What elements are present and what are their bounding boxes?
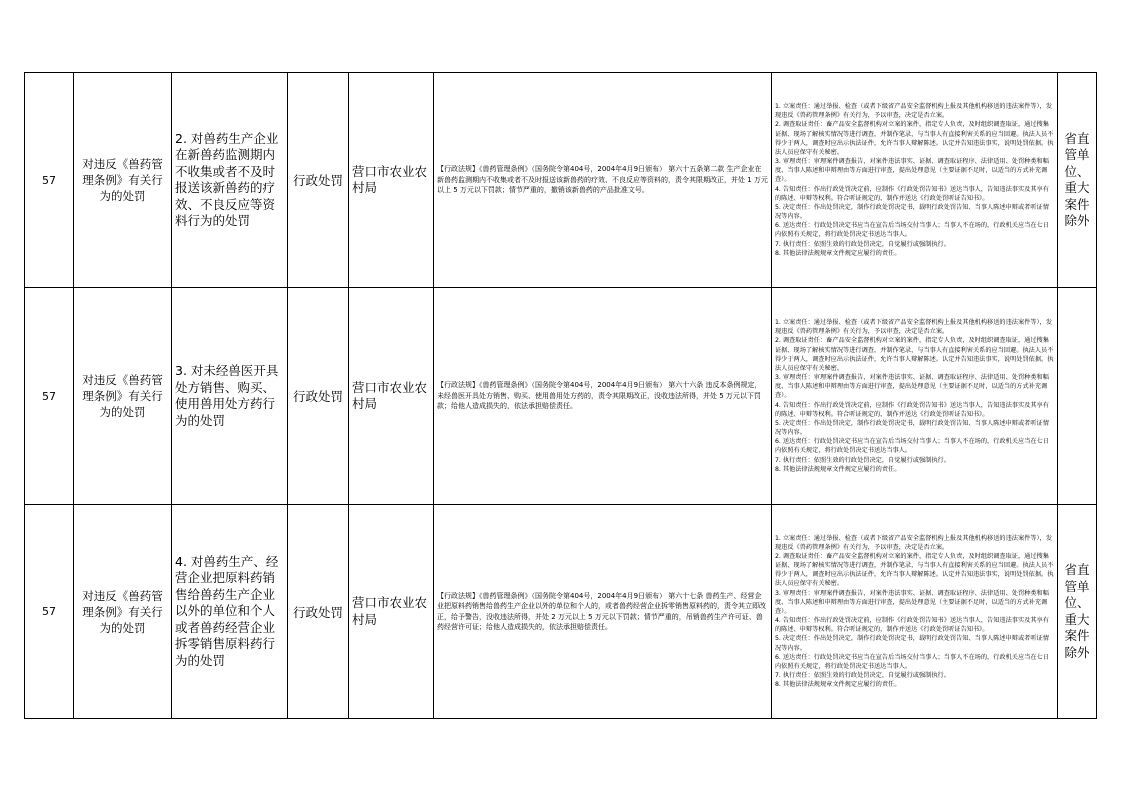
responsibility-item: 2. 调查取证责任：畜产品安全监督机构对立案的案件，指定专人负责，及时组织调查取证，通过搜集证据、现场了解核实情况等进行调查，并制作笔录，与当事人有直接利害关系的应当回避。执法人员不得少于两人，调查时应出示执法证件，允许当事人辩解陈述。认定并告知违法事实，说明处罚依据。执法人员应保守有关秘密。: [775, 121, 1054, 156]
responsibility-item: 2. 调查取证责任：畜产品安全监督机构对立案的案件，指定专人负责，及时组织调查取证，通过搜集证据、现场了解核实情况等进行调查，并制作笔录，与当事人有直接利害关系的应当回避。执法人员不得少于两人，调查时应出示执法证件，允许当事人辩解陈述。认定并告知违法事实，说明处罚依据。执法人员应保守有关秘密。: [775, 552, 1054, 588]
responsibility-item: 3. 审理责任：审理案件调查报告，对案件违法事实、证据、调查取证程序、法律适用、处罚种类和幅度、当事人陈述和申辩理由等方面进行审查，提出处理意见（主要证据不足时，以适当的方式补充调查）。: [775, 374, 1049, 400]
item-number-cell: 57: [25, 73, 74, 288]
remark-cell: 省直管单位、重大案件除外: [1058, 505, 1097, 719]
responsibility-cell: [772, 505, 1058, 719]
responsibility-item: 1. 立案责任：通过举报、检查（或者下级省产品安全监督机构上报及其他机构移送的违法案件等），发现违反《兽药管理条例》有关行为，予以审查，决定是否立案。: [775, 319, 1053, 336]
responsibility-item: 4. 告知责任：作出行政处罚决定前，应制作《行政处罚告知书》送达当事人，告知违法事实及其享有的陈述、申辩等权利。符合听证规定的，制作并送达《行政处罚听证告知书》。: [775, 401, 1049, 418]
sub-item-cell: 3. 对未经兽医开具处方销售、购买、使用兽用处方药行为的处罚: [172, 288, 288, 505]
sub-item-cell: 2. 对兽药生产企业在新兽药监测期内不收集或者不及时报送该新兽药的疗效、不良反应等资料行为的处罚: [172, 73, 288, 288]
remark-cell: 省直管单位、重大案件除外: [1058, 73, 1097, 288]
responsibility-item: 1. 立案责任：通过举报、检查（或者下级省产品安全监督机构上报及其他机构移送的违法案件等），发现违反《兽药管理条例》有关行为，予以审查，决定是否立案。: [775, 534, 1053, 551]
responsibility-item: 4. 告知责任：作出行政处罚决定前，应制作《行政处罚告知书》送达当事人，告知违法事实及其享有的陈述、申辩等权利。符合听证规定的，制作并送达《行政处罚听证告知书》。: [775, 617, 1049, 634]
item-name-cell: 对违反《兽药管理条例》有关行为的处罚: [74, 505, 172, 719]
responsibility-cell: [772, 73, 1058, 288]
department-cell: 营口市农业农村局: [349, 505, 434, 719]
responsibility-item: 6. 送达责任：行政处罚决定书应当在宣告后当场交付当事人；当事人不在场的，行政机关应当在七日内依照有关规定，将行政处罚决定书送达当事人。: [775, 438, 1049, 455]
legal-basis-cell: 【行政法规】《兽药管理条例》（国务院令第404号，2004年4月9日颁布） 第六十五条第二款 生产企业在新兽药监测期内不收集或者不及时报送该新兽药的疗效、不良反应等资料的，责令其限期改正，并处 1 万元以上 5 万元以下罚款；情节严重的，撤销该新兽药的产品批准文号。: [434, 73, 772, 288]
item-number-cell: 57: [25, 288, 74, 505]
responsibility-item: 4. 告知责任：作出行政处罚决定前，应制作《行政处罚告知书》送达当事人，告知违法事实及其享有的陈述、申辩等权利。符合听证规定的，制作并送达《行政处罚听证告知书》。: [775, 185, 1049, 202]
responsibility-item: 7. 执行责任：依照生效的行政处罚决定，自觉履行或强制执行。: [775, 456, 950, 464]
power-type-cell: 行政处罚: [288, 73, 349, 288]
department-cell: 营口市农业农村局: [349, 288, 434, 505]
responsibility-item: 1. 立案责任：通过举报、检查（或者下级省产品安全监督机构上报及其他机构移送的违法案件等），发现违反《兽药管理条例》有关行为，予以审查，决定是否立案。: [775, 103, 1053, 120]
responsibility-item: 5. 决定责任：作出处罚决定，制作行政处罚决定书，载明行政处罚告知、当事人陈述申辩或者听证情况等内容。: [775, 203, 1049, 221]
responsibility-item: 6. 送达责任：行政处罚决定书应当在宣告后当场交付当事人；当事人不在场的，行政机关应当在七日内依照有关规定，将行政处罚决定书送达当事人。: [775, 222, 1049, 239]
responsibility-item: 8. 其他法律法规规章文件规定应履行的责任。: [775, 681, 901, 689]
power-list-table: [24, 72, 1097, 719]
responsibility-item: 5. 决定责任：作出处罚决定，制作行政处罚决定书，载明行政处罚告知、当事人陈述申辩或者听证情况等内容。: [775, 419, 1049, 437]
responsibility-item: 8. 其他法律法规规章文件规定应履行的责任。: [775, 465, 901, 473]
item-number-cell: 57: [25, 505, 74, 719]
power-type-cell: 行政处罚: [288, 288, 349, 505]
responsibility-item: 5. 决定责任：作出处罚决定，制作行政处罚决定书，载明行政处罚告知、当事人陈述申辩或者听证情况等内容。: [775, 635, 1049, 652]
legal-basis-cell: 【行政法规】《兽药管理条例》（国务院令第404号，2004年4月9日颁布） 第六十六条 违反本条例规定，未经兽医开具处方销售、购买、使用兽用处方药的，责令其限期改正，没收违法所得，并处 5 万元以下罚款；给他人造成损失的，依法承担赔偿责任。: [434, 288, 772, 505]
power-type-cell: 行政处罚: [288, 505, 349, 719]
responsibility-item: 2. 调查取证责任：畜产品安全监督机构对立案的案件，指定专人负责，及时组织调查取证，通过搜集证据、现场了解核实情况等进行调查，并制作笔录，与当事人有直接利害关系的应当回避。执法人员不得少于两人，调查时应出示执法证件，允许当事人辩解陈述。认定并告知违法事实，说明处罚依据。执法人员应保守有关秘密。: [775, 337, 1054, 372]
table-row: [25, 505, 1097, 719]
responsibility-item: 3. 审理责任：审理案件调查报告，对案件违法事实、证据、调查取证程序、法律适用、处罚种类和幅度、当事人陈述和申辩理由等方面进行审查，提出处理意见（主要证据不足时，以适当的方式补充调查）。: [775, 589, 1049, 615]
table-row: [25, 73, 1097, 288]
responsibility-item: 7. 执行责任：依照生效的行政处罚决定，自觉履行或强制执行。: [775, 240, 950, 248]
responsibility-item: 3. 审理责任：审理案件调查报告，对案件违法事实、证据、调查取证程序、法律适用、处罚种类和幅度、当事人陈述和申辩理由等方面进行审查，提出处理意见（主要证据不足时，以适当的方式补充调查）。: [775, 158, 1049, 184]
item-name-cell: 对违反《兽药管理条例》有关行为的处罚: [74, 288, 172, 505]
responsibility-cell: [772, 288, 1058, 505]
department-cell: 营口市农业农村局: [349, 73, 434, 288]
responsibility-item: 6. 送达责任：行政处罚决定书应当在宣告后当场交付当事人；当事人不在场的，行政机关应当在七日内依照有关规定，将行政处罚决定书送达当事人。: [775, 653, 1049, 670]
sub-item-cell: 4. 对兽药生产、经营企业把原料药销售给兽药生产企业以外的单位和个人或者兽药经营企业拆零销售原料药行为的处罚: [172, 505, 288, 719]
responsibility-item: 7. 执行责任：依照生效的行政处罚决定，自觉履行或强制执行。: [775, 672, 950, 680]
responsibility-item: 8. 其他法律法规规章文件规定应履行的责任。: [775, 249, 901, 257]
legal-basis-cell: 【行政法规】《兽药管理条例》（国务院令第404号，2004年4月9日颁布） 第六十七条 兽药生产、经营企业把原料药销售给兽药生产企业以外的单位和个人的，或者兽药经营企业拆零销售原料药的，责令其立即改正，给予警告，没收违法所得，并处 2 万元以上 5 万元以下罚款；情节严重的，吊销兽药生产许可证、兽药经营许可证；给他人造成损失的，依法承担赔偿责任。: [434, 505, 772, 719]
remark-cell: [1058, 288, 1097, 505]
item-name-cell: 对违反《兽药管理条例》有关行为的处罚: [74, 73, 172, 288]
table-row: [25, 288, 1097, 505]
